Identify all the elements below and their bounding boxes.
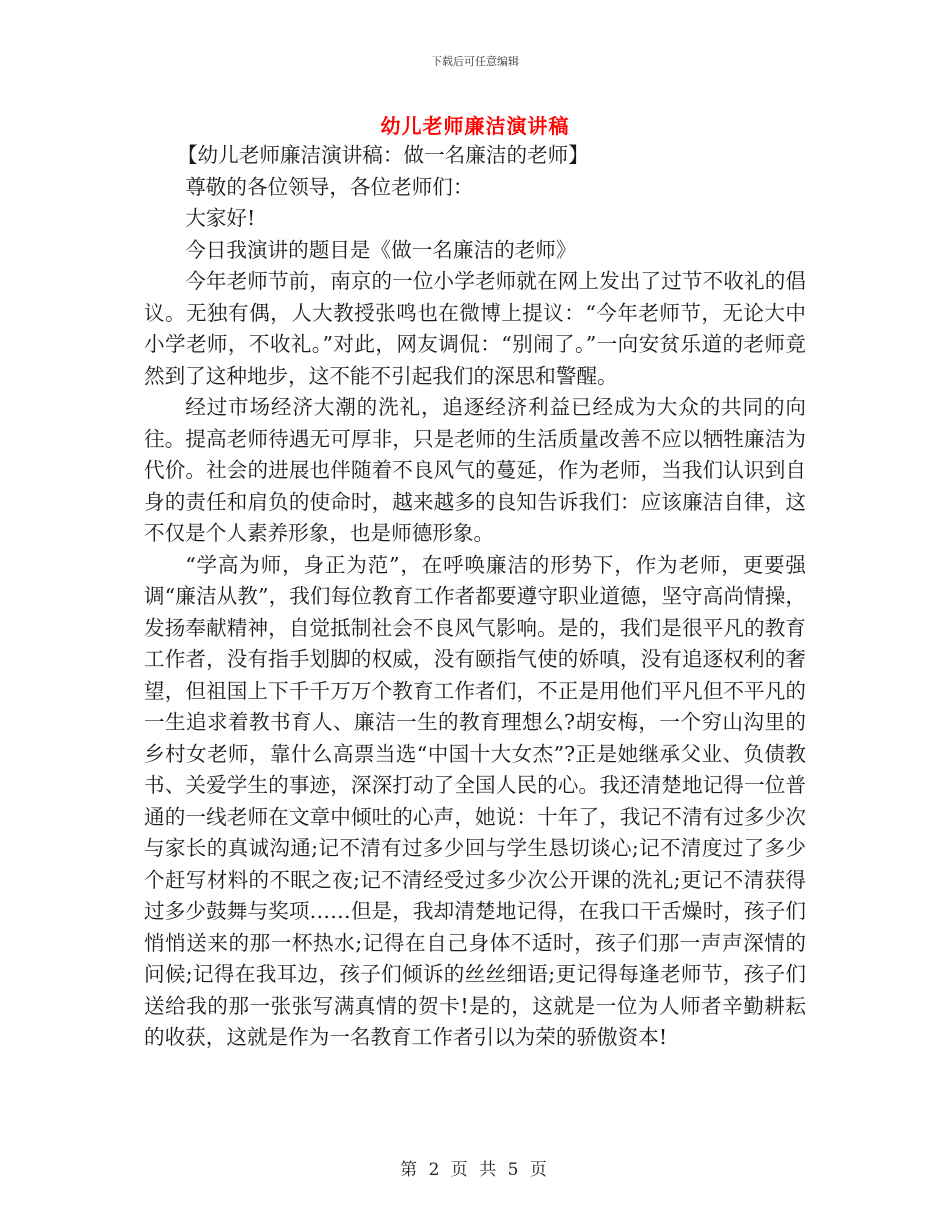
- body-paragraph: “学高为师，身正为范”，在呼唤廉洁的形势下，作为老师，更要强调“廉洁从教”，我们每位教育工作者都要遵守职业道德，坚守高尚情操，发扬奉献精神，自觉抵制社会不良风气影响。是的，我们是很平凡的教育工作者，没有指手划脚的权威，没有颐指气使的娇嗔，没有追逐权利的奢望，但祖国上下千千万万个教育工作者们，不正是用他们平凡但不平凡的一生追求着教书育人、廉洁一生的教育理想么?胡安梅，一个穷山沟里的乡村女老师，靠什么高票当选“中国十大女杰”?正是她继承父业、负债教书、关爱学生的事迹，深深打动了全国人民的心。我还清楚地记得一位普通的一线老师在文章中倾吐的心声，她说：十年了，我记不清有过多少次与家长的真诚沟通;记不清有过多少回与学生恳切谈心;记不清度过了多少个赶写材料的不眠之夜;记不清经受过多少次公开课的洗礼;更记不清获得过多少鼓舞与奖项……但是，我却清楚地记得，在我口干舌燥时，孩子们悄悄送来的那一杯热水;记得在自己身体不适时，孩子们那一声声深情的问候;记得在我耳边，孩子们倾诉的丝丝细语;更记得每逢老师节，孩子们送给我的那一张张写满真情的贺卡!是的，这就是一位为人师者辛勤耕耘的收获，这就是作为一名教育工作者引以为荣的骄傲资本!: [144, 552, 806, 1049]
- topic-paragraph: 今日我演讲的题目是《做一名廉洁的老师》: [185, 237, 577, 262]
- body-paragraph: 经过市场经济大潮的洗礼，追逐经济利益已经成为大众的共同的向往。提高老师待遇无可厚非，只是老师的生活质量改善不应以牺牲廉洁为代价。社会的进展也伴随着不良风气的蔓延，作为老师，当我们认识到自身的责任和肩负的使命时，越来越多的良知告诉我们：应该廉洁自律，这不仅是个人素养形象，也是师德形象。: [144, 395, 806, 545]
- header-note: 下载后可任意编辑: [431, 55, 519, 68]
- document-title: 幼儿老师廉洁演讲稿: [380, 114, 570, 138]
- greeting-paragraph: 大家好!: [185, 206, 256, 230]
- salutation-paragraph: 尊敬的各位领导，各位老师们：: [185, 174, 474, 199]
- page-footer: 第 2 页 共 5 页: [400, 1160, 550, 1180]
- body-paragraph: 今年老师节前，南京的一位小学老师就在网上发出了过节不收礼的倡议。无独有偶，人大教授张鸣也在微博上提议：“今年老师节，无论大中小学老师，不收礼。”对此，网友调侃：“别闹了。”一向安贫乐道的老师竟然到了这种地步，这不能不引起我们的深思和警醒。: [144, 269, 806, 388]
- document-body: [144, 140, 806, 1054]
- subtitle-paragraph: 【幼儿老师廉洁演讲稿：做一名廉洁的老师】: [176, 143, 589, 167]
